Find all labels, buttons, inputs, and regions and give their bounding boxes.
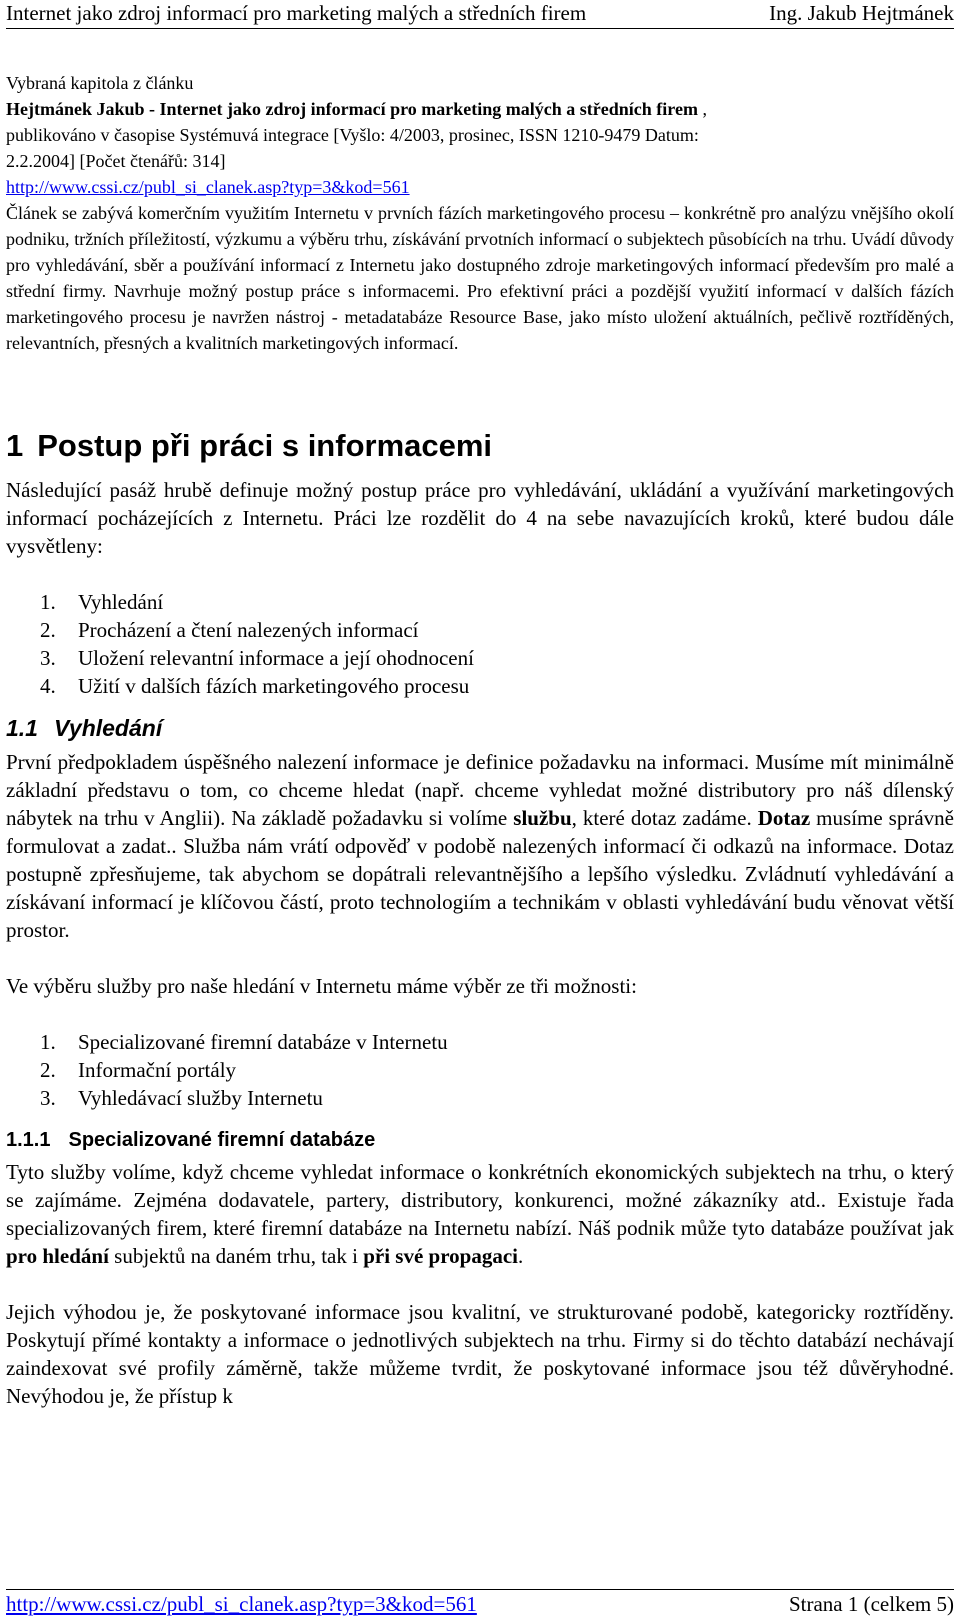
article-link[interactable]: http://www.cssi.cz/publ_si_clanek.asp?typ=3&kod=561 xyxy=(6,177,410,197)
article-intro xyxy=(6,70,954,356)
header-author: Ing. Jakub Hejtmánek xyxy=(769,1,954,25)
running-header xyxy=(6,0,954,29)
intro-label: Vybraná kapitola z článku xyxy=(6,73,194,93)
section-number: 1.1.1 xyxy=(6,1129,51,1151)
header-title: Internet jako zdroj informací pro marketing malých a středních firem xyxy=(6,1,587,25)
list-item: 4. Užití v dalších fázích marketingového procesu xyxy=(40,674,470,698)
citation-line-3: 2.2.2004] [Počet čtenářů: 314] xyxy=(6,151,226,171)
running-footer xyxy=(6,1589,954,1620)
section-title: Postup při práci s informacemi xyxy=(37,428,493,463)
section-title: Specializované firemní databáze xyxy=(68,1129,376,1151)
section-1-heading xyxy=(6,426,954,466)
section-1-1-1-paragraph-2: Jejich výhodou je, že poskytované informace jsou kvalitní, ve strukturované podobě, kategoricky roztříděny. Poskytují přímé kontakty a informace o jednotlivých subjektech na trhu. Firmy si do těchto databází nechávají zaindexovat své profily záměrně, takže můžeme tvrdit, že poskytované informace jsou též důvěryhodné. Nevýhodou je, že přístup k xyxy=(6,1300,954,1408)
list-item: 2. Informační portály xyxy=(40,1058,237,1082)
section-1-1-paragraph-2: Ve výběru služby pro naše hledání v Internetu máme výběr ze tři možnosti: xyxy=(6,974,637,998)
citation-title: Hejtmánek Jakub - Internet jako zdroj informací pro marketing malých a středních firem xyxy=(6,99,698,119)
citation-comma: , xyxy=(697,99,707,119)
section-1-1-1-heading xyxy=(6,1126,954,1154)
section-title: Vyhledání xyxy=(53,715,163,741)
section-1-1-paragraph-1: První předpokladem úspěšného nalezení informace je definice požadavku na informaci. Musíme mít minimálně základní představu o tom, co chceme hledat (např. chceme vyhledat možné distributory pro náš dílenský nábytek na trhu v Anglii). Na základě požadavku si volíme službu, které dotaz zadáme. Dotaz musíme správně formulovat a zadat.. Služba nám vrátí odpověď v podobě nalezených informací či odkazů na informace. Dotaz postupně zpřesňujeme, tak abychom se dopátrali relevantnějšího a lepšího výsledku. Zvládnutí vyhledávání a získávaní informací je klíčovou částí, proto technologiím a technikám v oblasti vyhledávání budu věnovat větší prostor. xyxy=(6,750,954,942)
list-item: 3. Uložení relevantní informace a její ohodnocení xyxy=(40,646,474,670)
abstract: Článek se zabývá komerčním využitím Internetu v prvních fázích marketingového procesu – konkrétně pro analýzu vnějšího okolí podniku, tržních příležitostí, výzkumu a výběru trhu, získávání prvotních informací o subjektech působících na trhu. Uvádí důvody pro vyhledávání, sběr a používání informací z Internetu jako dostupného zdroje marketingových informací především pro malé a střední firmy. Navrhuje možný postup práce s informacemi. Pro efektivní práci a pozdější využití informací v dalších fázích marketingového procesu je navržen nástroj - metadatabáze Resource Base, jako místo uložení aktuálních, pečlivě roztříděných, relevantních, přesných a kvalitních marketingových informací. xyxy=(6,203,954,353)
section-number: 1.1 xyxy=(6,715,38,741)
section-1-paragraph: Následující pasáž hrubě definuje možný postup práce pro vyhledávání, ukládání a využívání marketingových informací pocházejících z Internetu. Práci lze rozdělit do 4 na sebe navazujících kroků, které budou dále vysvětleny: xyxy=(6,478,954,558)
citation-line-1 xyxy=(6,96,954,122)
steps-list xyxy=(6,588,954,700)
section-number: 1 xyxy=(6,428,24,463)
document-body xyxy=(6,426,954,1410)
section-1-1-1-paragraph-1: Tyto služby volíme, když chceme vyhledat informace o konkrétních ekonomických subjektech na trhu, o který se zajímáme. Zejména dodavatele, partery, distributory, konkurenci, možné zákazníky atd.. Existuje řada specializovaných firem, které firemní databáze na Internetu nabízí. Náš podnik může tyto databáze používat jak pro hledání subjektů na daném trhu, tak i při své propagaci. xyxy=(6,1160,954,1268)
section-1-1-heading xyxy=(6,712,954,744)
citation-line-2: publikováno v časopise Systémuvá integrace [Vyšlo: 4/2003, prosinec, ISSN 1210-9479 Datum: xyxy=(6,125,699,145)
list-item: 1. Specializované firemní databáze v Internetu xyxy=(40,1030,448,1054)
list-item: 3. Vyhledávací služby Internetu xyxy=(40,1086,323,1110)
footer-link[interactable]: http://www.cssi.cz/publ_si_clanek.asp?typ=3&kod=561 xyxy=(6,1592,477,1616)
page-number: Strana 1 (celkem 5) xyxy=(788,1592,954,1616)
options-list xyxy=(6,1028,954,1112)
list-item: 1. Vyhledání xyxy=(40,590,164,614)
list-item: 2. Procházení a čtení nalezených informací xyxy=(40,618,419,642)
